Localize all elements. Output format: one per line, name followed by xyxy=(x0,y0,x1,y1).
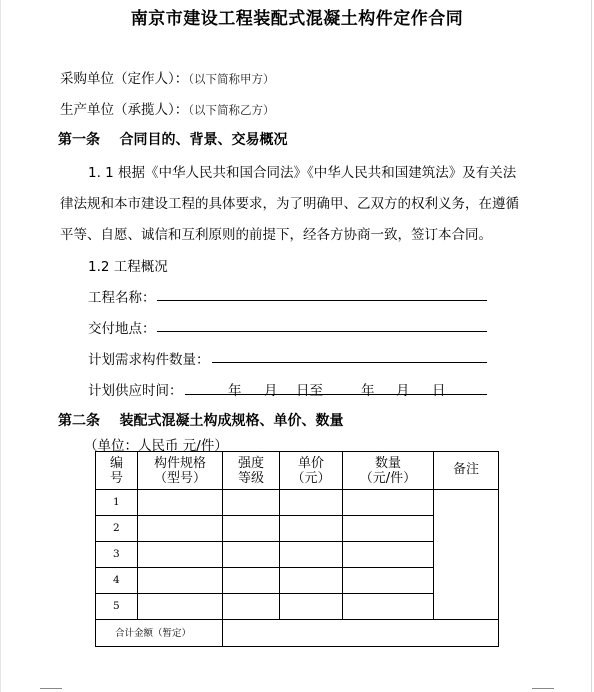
article-2-heading: 第二条 装配式混凝土构成规格、单价、数量 xyxy=(58,413,344,429)
spec-table xyxy=(95,451,499,647)
article-1-heading: 第一条 合同目的、背景、交易概况 xyxy=(58,132,288,148)
supply-year-1: 年 xyxy=(228,383,242,399)
project-name-blank[interactable] xyxy=(157,300,487,301)
page-bottom-mark-right xyxy=(532,688,554,689)
cell-price[interactable] xyxy=(280,542,343,568)
delivery-place-label: 交付地点： xyxy=(88,321,156,337)
cell-spec[interactable] xyxy=(138,594,223,620)
cell-remark[interactable] xyxy=(434,490,499,620)
total-amount-label: 合计金额（暂定） xyxy=(96,620,223,647)
cell-price[interactable] xyxy=(280,516,343,542)
header-spec: 构件规格 （型号） xyxy=(138,452,223,490)
row-number: 2 xyxy=(96,516,138,542)
header-quantity: 数量 （元/件） xyxy=(343,452,434,490)
cell-quantity[interactable] xyxy=(343,542,434,568)
page-right-edge xyxy=(591,0,592,692)
cell-grade[interactable] xyxy=(223,594,280,620)
para-1-1-line-3: 平等、自愿、诚信和互利原则的前提下，经各方协商一致，签订本合同。 xyxy=(60,227,492,243)
row-number: 1 xyxy=(96,490,138,516)
cell-grade[interactable] xyxy=(223,568,280,594)
table-row xyxy=(96,490,499,516)
cell-quantity[interactable] xyxy=(343,516,434,542)
cell-spec[interactable] xyxy=(138,490,223,516)
section-1-2-heading: 1.2 工程概况 xyxy=(88,259,168,275)
producer-label: 生产单位（承揽人）： xyxy=(60,102,189,118)
supply-day-to: 日至 xyxy=(296,383,323,399)
cell-quantity[interactable] xyxy=(343,490,434,516)
page-left-edge xyxy=(0,0,1,692)
para-1-1-line-2: 律法规和本市建设工程的具体要求，为了明确甲、乙双方的权利义务，在遵循 xyxy=(60,196,519,212)
supply-time-label: 计划供应时间： xyxy=(88,383,183,399)
cell-spec[interactable] xyxy=(138,516,223,542)
table-header-row xyxy=(96,452,499,490)
page-bottom-mark-left xyxy=(40,688,62,689)
buyer-line xyxy=(60,67,275,87)
contract-title: 南京市建设工程装配式混凝土构件定作合同 xyxy=(130,9,464,29)
supply-day-2: 日 xyxy=(432,383,446,399)
cell-price[interactable] xyxy=(280,594,343,620)
unit-note: （单位：人民币 元/件） xyxy=(84,438,228,454)
supply-month-1: 月 xyxy=(264,383,278,399)
delivery-place-blank[interactable] xyxy=(157,331,487,332)
header-remark: 备注 xyxy=(434,452,499,490)
cell-quantity[interactable] xyxy=(343,568,434,594)
row-number: 5 xyxy=(96,594,138,620)
cell-spec[interactable] xyxy=(138,568,223,594)
table-total-row xyxy=(96,620,499,647)
supply-year-2: 年 xyxy=(361,383,375,399)
header-price: 单价 （元） xyxy=(280,452,343,490)
cell-quantity[interactable] xyxy=(343,594,434,620)
cell-grade[interactable] xyxy=(223,490,280,516)
project-name-label: 工程名称： xyxy=(88,290,156,306)
total-amount-value[interactable] xyxy=(223,620,499,647)
para-1-1-line-1: 1. 1 根据《中华人民共和国合同法》《中华人民共和国建筑法》及有关法 xyxy=(88,165,517,181)
cell-grade[interactable] xyxy=(223,542,280,568)
producer-line xyxy=(60,98,275,118)
planned-quantity-label: 计划需求构件数量： xyxy=(88,352,210,368)
header-no: 编 号 xyxy=(96,452,138,490)
planned-quantity-blank[interactable] xyxy=(212,362,487,363)
row-number: 3 xyxy=(96,542,138,568)
producer-note: （以下简称乙方） xyxy=(188,103,275,117)
cell-price[interactable] xyxy=(280,490,343,516)
cell-spec[interactable] xyxy=(138,542,223,568)
supply-month-2: 月 xyxy=(396,383,410,399)
header-grade: 强度 等级 xyxy=(223,452,280,490)
buyer-note: （以下简称甲方） xyxy=(188,72,275,86)
cell-grade[interactable] xyxy=(223,516,280,542)
cell-price[interactable] xyxy=(280,568,343,594)
buyer-label: 采购单位（定作人）： xyxy=(60,71,189,87)
row-number: 4 xyxy=(96,568,138,594)
